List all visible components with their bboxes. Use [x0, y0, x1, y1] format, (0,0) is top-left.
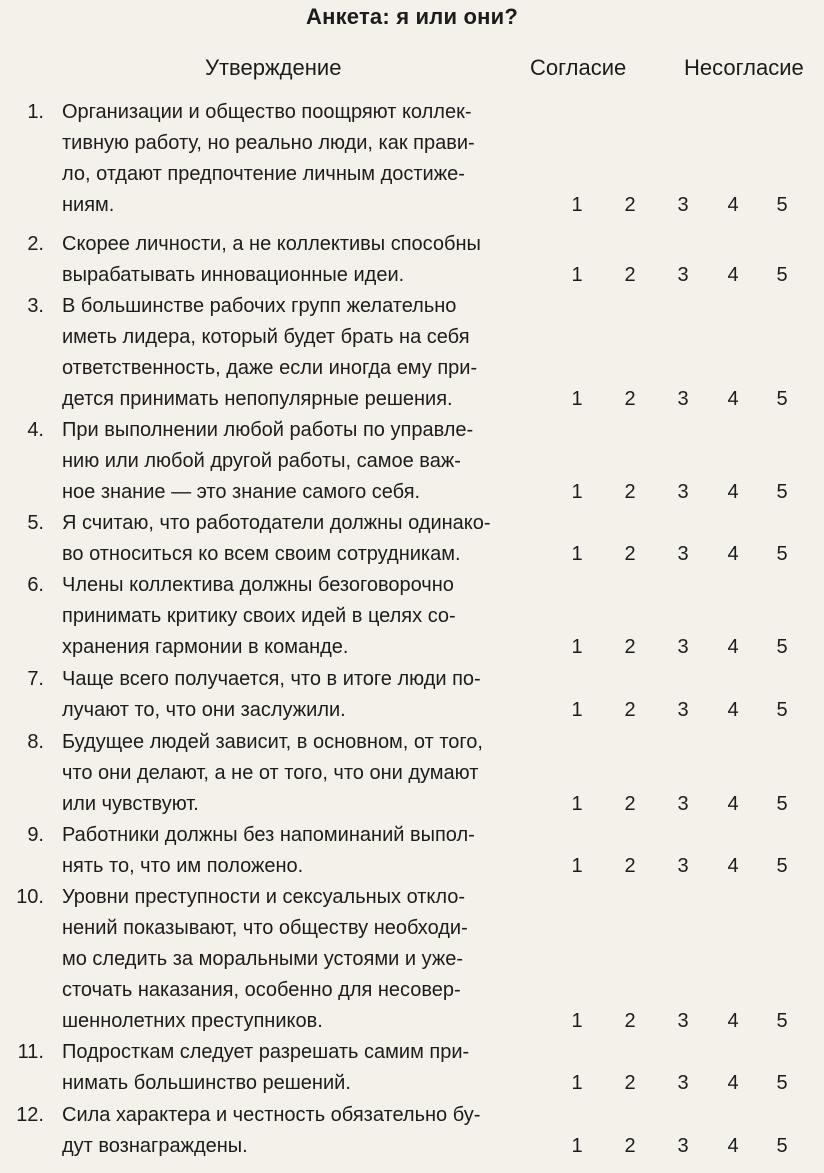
rating-option-5[interactable]: 5 — [776, 793, 788, 815]
column-header-agree: Согласие — [530, 55, 627, 80]
statement-text-line: нять то, что им положено. — [62, 855, 304, 877]
statement-text-line: во относиться ко всем своим сотрудникам. — [62, 543, 461, 565]
rating-scale — [0, 260, 824, 291]
rating-scale — [0, 632, 824, 663]
statement-item — [0, 727, 824, 820]
statement-text-line: нию или любой другой работы, самое важ- — [62, 450, 461, 472]
rating-option-3[interactable]: 3 — [677, 855, 689, 877]
rating-option-1[interactable]: 1 — [571, 1072, 583, 1094]
rating-option-3[interactable]: 3 — [677, 699, 689, 721]
rating-option-1[interactable]: 1 — [571, 1010, 583, 1032]
rating-option-3[interactable]: 3 — [677, 388, 689, 410]
statement-item — [0, 1100, 824, 1162]
statement-text-line: Сила характера и честность обязательно бу- — [62, 1104, 481, 1126]
statement-number: 2. — [27, 233, 44, 255]
statement-number: 12. — [16, 1104, 44, 1126]
rating-option-5[interactable]: 5 — [776, 388, 788, 410]
rating-option-1[interactable]: 1 — [571, 388, 583, 410]
statement-number: 9. — [27, 824, 44, 846]
rating-option-3[interactable]: 3 — [677, 636, 689, 658]
rating-option-1[interactable]: 1 — [571, 793, 583, 815]
rating-option-2[interactable]: 2 — [624, 699, 636, 721]
rating-option-2[interactable]: 2 — [624, 1072, 636, 1094]
rating-option-5[interactable]: 5 — [776, 1072, 788, 1094]
rating-option-1[interactable]: 1 — [571, 194, 583, 216]
rating-option-4[interactable]: 4 — [727, 543, 739, 565]
statement-text-line: Подросткам следует разрешать самим при- — [62, 1041, 470, 1063]
rating-option-2[interactable]: 2 — [624, 793, 636, 815]
rating-option-4[interactable]: 4 — [727, 194, 739, 216]
statement-text-line: Работники должны без напоминаний выпол- — [62, 824, 475, 846]
rating-scale — [0, 1068, 824, 1099]
statement-text-line: мо следить за моральными устоями и уже- — [62, 948, 463, 970]
statement-text-line: Чаще всего получается, что в итоге люди по- — [62, 668, 481, 690]
rating-option-2[interactable]: 2 — [624, 636, 636, 658]
rating-option-1[interactable]: 1 — [571, 543, 583, 565]
statement-item — [0, 570, 824, 663]
statement-text-line: нений показывают, что обществу необходи- — [62, 917, 468, 939]
rating-option-1[interactable]: 1 — [571, 699, 583, 721]
statement-text-line: что они делают, а не от того, что они думают — [62, 762, 479, 784]
rating-option-2[interactable]: 2 — [624, 264, 636, 286]
statement-text-line: Будущее людей зависит, в основном, от того, — [62, 731, 483, 753]
statement-number: 7. — [27, 668, 44, 690]
rating-option-1[interactable]: 1 — [571, 264, 583, 286]
rating-option-4[interactable]: 4 — [727, 388, 739, 410]
rating-option-4[interactable]: 4 — [727, 793, 739, 815]
statement-number: 4. — [27, 419, 44, 441]
rating-option-5[interactable]: 5 — [776, 855, 788, 877]
rating-option-2[interactable]: 2 — [624, 194, 636, 216]
statement-text-line: дется принимать непопулярные решения. — [62, 388, 453, 410]
rating-option-3[interactable]: 3 — [677, 481, 689, 503]
column-header-statement: Утверждение — [205, 55, 342, 80]
statement-text-line: ло, отдают предпочтение личным достиже- — [62, 163, 465, 185]
rating-option-1[interactable]: 1 — [571, 636, 583, 658]
column-header-disagree: Несогласие — [684, 55, 804, 80]
statement-text-line: Скорее личности, а не коллективы способны — [62, 233, 481, 255]
statement-text-line: принимать критику своих идей в целях со- — [62, 605, 456, 627]
statement-text-line: хранения гармонии в команде. — [62, 636, 349, 658]
statement-item — [0, 415, 824, 508]
statement-text-line: нимать большинство решений. — [62, 1072, 351, 1094]
rating-option-5[interactable]: 5 — [776, 1010, 788, 1032]
rating-option-3[interactable]: 3 — [677, 793, 689, 815]
rating-option-2[interactable]: 2 — [624, 388, 636, 410]
rating-option-1[interactable]: 1 — [571, 481, 583, 503]
statement-number: 8. — [27, 731, 44, 753]
page-title: Анкета: я или они? — [306, 4, 518, 29]
rating-option-2[interactable]: 2 — [624, 481, 636, 503]
statement-number: 11. — [17, 1041, 44, 1063]
rating-option-1[interactable]: 1 — [571, 1135, 583, 1157]
rating-option-2[interactable]: 2 — [624, 855, 636, 877]
rating-scale — [0, 477, 824, 508]
rating-option-5[interactable]: 5 — [776, 636, 788, 658]
rating-option-4[interactable]: 4 — [727, 1135, 739, 1157]
rating-option-2[interactable]: 2 — [624, 1010, 636, 1032]
rating-option-5[interactable]: 5 — [776, 699, 788, 721]
statement-number: 1. — [27, 101, 44, 123]
rating-option-4[interactable]: 4 — [727, 264, 739, 286]
rating-option-4[interactable]: 4 — [727, 481, 739, 503]
statement-text-line: или чувствуют. — [62, 793, 199, 815]
rating-option-5[interactable]: 5 — [776, 481, 788, 503]
rating-scale — [0, 539, 824, 570]
statement-item — [0, 229, 824, 291]
rating-option-3[interactable]: 3 — [677, 1010, 689, 1032]
statement-text-line: В большинстве рабочих групп желательно — [62, 295, 457, 317]
statement-text-line: ное знание — это знание самого себя. — [62, 481, 421, 503]
statement-text-line: Члены коллектива должны безоговорочно — [62, 574, 454, 596]
statement-text-line: тивную работу, но реально люди, как прави- — [62, 132, 475, 154]
statement-text-line: Я считаю, что работодатели должны одинако- — [62, 512, 491, 534]
rating-scale — [0, 1006, 824, 1037]
rating-option-3[interactable]: 3 — [677, 543, 689, 565]
statement-text-line: Уровни преступности и сексуальных откло- — [62, 886, 466, 908]
rating-option-2[interactable]: 2 — [624, 543, 636, 565]
statement-item — [0, 1037, 824, 1099]
rating-scale — [0, 695, 824, 726]
statement-number: 3. — [27, 295, 44, 317]
rating-option-4[interactable]: 4 — [727, 1072, 739, 1094]
statement-item — [0, 97, 824, 221]
rating-option-4[interactable]: 4 — [727, 855, 739, 877]
rating-scale — [0, 384, 824, 415]
rating-option-5[interactable]: 5 — [776, 1135, 788, 1157]
statement-text-line: иметь лидера, который будет брать на себя — [62, 326, 470, 348]
rating-scale — [0, 789, 824, 820]
rating-option-5[interactable]: 5 — [776, 543, 788, 565]
rating-option-5[interactable]: 5 — [776, 264, 788, 286]
statement-item — [0, 291, 824, 415]
rating-option-1[interactable]: 1 — [571, 855, 583, 877]
statement-text-line: вырабатывать инновационные идеи. — [62, 264, 405, 286]
statement-text-line: ниям. — [62, 194, 115, 216]
rating-option-4[interactable]: 4 — [727, 699, 739, 721]
statement-item — [0, 882, 824, 1037]
statement-text-line: сточать наказания, особенно для несовер- — [62, 979, 461, 1001]
statement-text-line: шеннолетних преступников. — [62, 1010, 323, 1032]
rating-option-3[interactable]: 3 — [677, 1135, 689, 1157]
rating-scale — [0, 1131, 824, 1162]
statement-item — [0, 820, 824, 882]
rating-option-3[interactable]: 3 — [677, 1072, 689, 1094]
rating-option-5[interactable]: 5 — [776, 194, 788, 216]
rating-option-4[interactable]: 4 — [727, 636, 739, 658]
rating-option-2[interactable]: 2 — [624, 1135, 636, 1157]
rating-option-3[interactable]: 3 — [677, 194, 689, 216]
statement-text-line: ответственность, даже если иногда ему при- — [62, 357, 478, 379]
statement-number: 5. — [27, 512, 44, 534]
rating-scale — [0, 190, 824, 221]
statement-text-line: дут вознаграждены. — [62, 1135, 248, 1157]
statement-text-line: При выполнении любой работы по управле- — [62, 419, 474, 441]
statement-number: 10. — [16, 886, 44, 908]
rating-option-4[interactable]: 4 — [727, 1010, 739, 1032]
statement-text-line: лучают то, что они заслужили. — [62, 699, 346, 721]
rating-option-3[interactable]: 3 — [677, 264, 689, 286]
rating-scale — [0, 851, 824, 882]
statement-text-line: Организации и общество поощряют коллек- — [62, 101, 472, 123]
statement-item — [0, 664, 824, 726]
statement-item — [0, 508, 824, 570]
statement-number: 6. — [27, 574, 44, 596]
